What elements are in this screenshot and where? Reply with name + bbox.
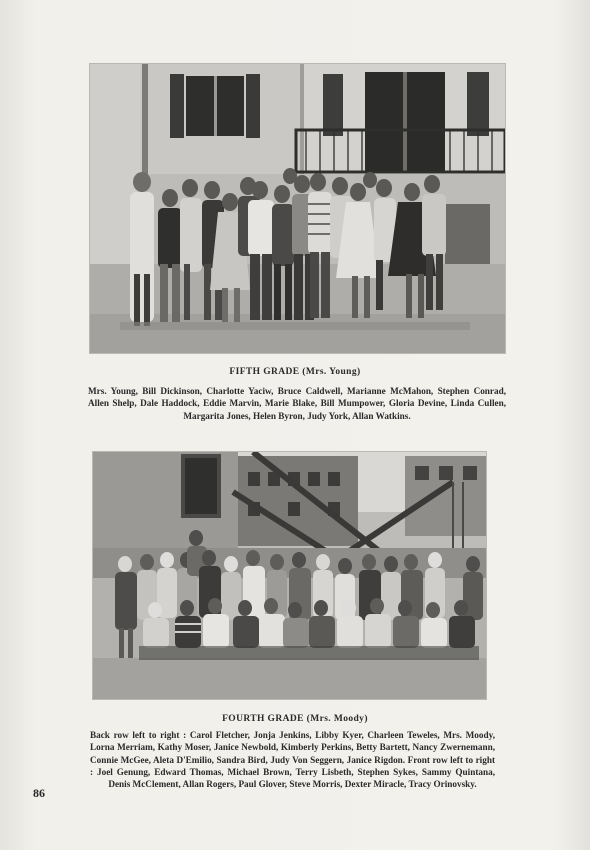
fifth-grade-photo [90,64,505,353]
fourth-grade-names: Back row left to right : Carol Fletcher, Jonja Jenkins, Libby Kyer, Charleen Teweles, Mrs. Moody, Lorna Merriam, Kathy Moser, Janice Newbold, Kimberly Perkins, Betty Bartett, Nancy Zwernemann, Connie McGee, Aleta D'Emilio, Sandra Bird, Judy Von Seggern, Janice Rigdon. Front row left to right : Joel Genung, Edward Thomas, Michael Brown, Terry Lisbeth, Stephen Sykes, Sammy Quintana, Denis McClement, Allan Rogers, Paul Glover, Steve Morris, Dexter Miracle, Tracy Orinovsky. [90,730,495,790]
fifth-grade-photo-image [90,64,505,353]
fourth-grade-photo-image [93,452,486,699]
fifth-grade-names: Mrs. Young, Bill Dickinson, Charlotte Yaciw, Bruce Caldwell, Marianne McMahon, Stephen Conrad, Allen Shelp, Dale Haddock, Eddie Marvin, Marie Blake, Bill Mumpower, Gloria Devine, Linda Cullen, Margarita Jones, Helen Byron, Judy York, Allan Watkins. [88,386,506,421]
fifth-grade-title: FIFTH GRADE (Mrs. Young) [229,367,361,377]
page-number: 86 [33,786,45,800]
fourth-grade-photo [93,452,486,699]
fourth-grade-title: FOURTH GRADE (Mrs. Moody) [222,714,368,724]
